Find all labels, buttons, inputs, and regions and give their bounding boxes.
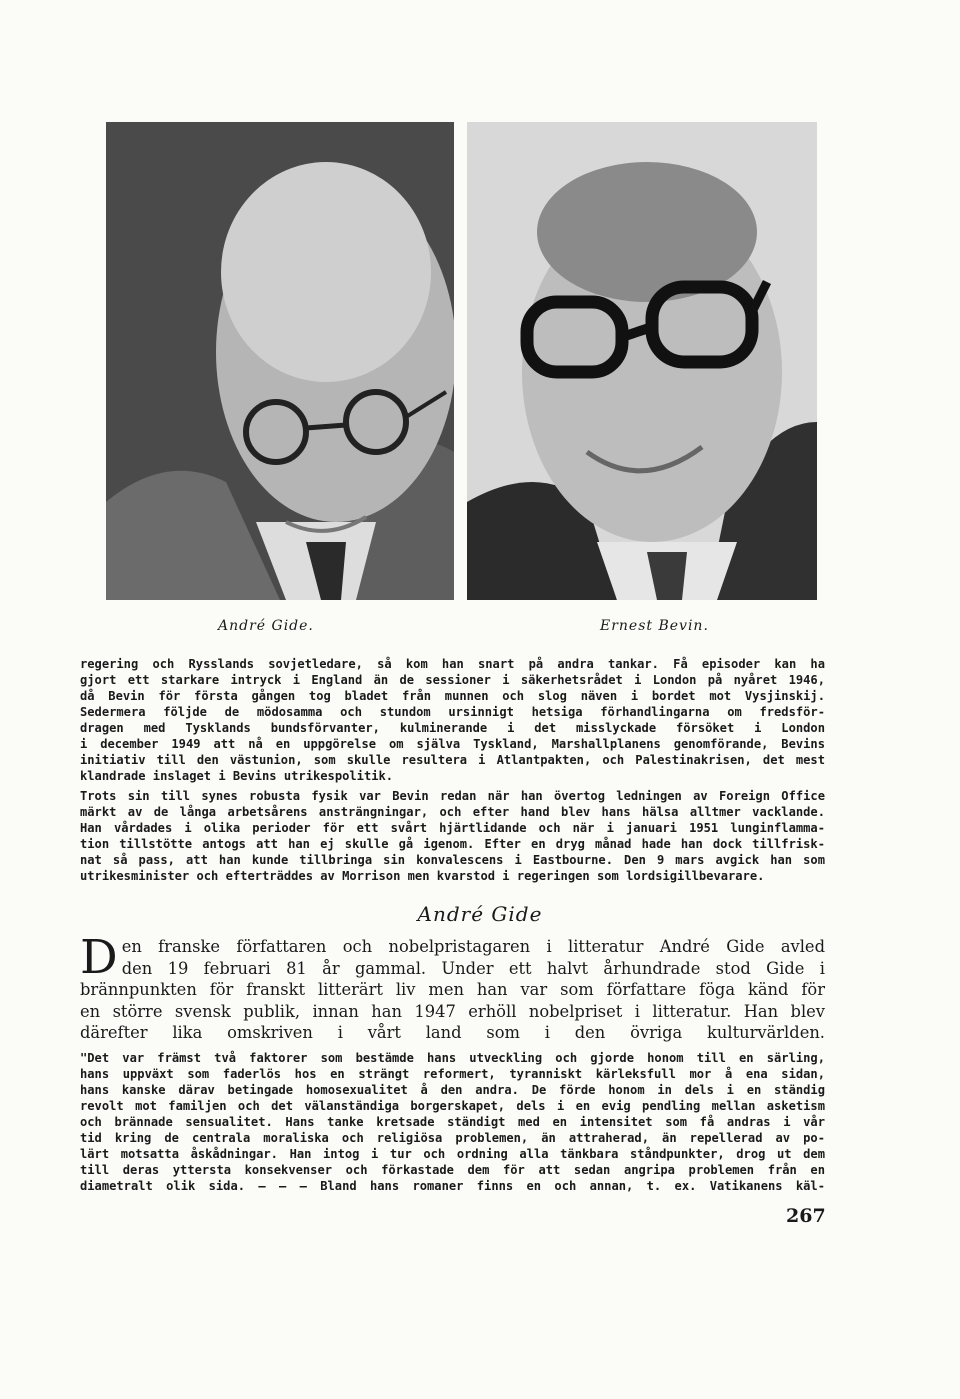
text-line: nat så pass, att han kunde tillbringa sin konvalescens i Eastbourne. Den 9 mars avgick han som [80, 853, 825, 867]
page-number: 267 [786, 1205, 826, 1227]
photo-caption-bevin: Ernest Bevin. [600, 618, 709, 634]
text-line: brännpunkten för franskt litterärt liv men han var som författare föga känd för [80, 980, 825, 999]
text-line: Sedermera följde de mödosamma och stundom ursinnigt hetsiga förhandlingarna om fredsför- [80, 705, 825, 719]
text-line: utrikesminister och efterträddes av Morrison men kvarstod i regeringen som lordsigillbevarare. [80, 869, 765, 883]
lead-paragraph [80, 930, 825, 1044]
paragraph-bevin-career [80, 656, 825, 784]
portrait-bevin-image [467, 122, 817, 600]
portrait-gide-image [106, 122, 454, 600]
text-line: den 19 februari 81 år gammal. Under ett halvt århundrade stod Gide i [121, 958, 825, 978]
photo-andre-gide [106, 122, 454, 600]
text-line: i december 1949 att nå en uppgörelse om själva Tyskland, Marshallplanens genomförande, Bevins [80, 737, 825, 751]
text-line: dragen med Tysklands bundsförvanter, kulminerande i det misslyckade försöket i London [80, 721, 825, 735]
text-line: en större svensk publik, innan han 1947 erhöll nobelpriset i litteratur. Han blev [80, 1001, 825, 1021]
text-line: Trots sin till synes robusta fysik var Bevin redan när han övertog ledningen av Foreign Office [80, 789, 825, 803]
text-line: lärt motsatta åskådningar. Han intog i tur och ordning alla tänkbara ståndpunkter, drog ut dem [80, 1147, 825, 1161]
text-line: Han vårdades i olika perioder för ett svårt hjärtlidande och när i januari 1951 lunginflamma- [80, 821, 825, 835]
text-line: initiativ till den västunion, som skulle resultera i Atlantpakten, och Palestinakrisen, det mest [80, 753, 825, 767]
text-line: klandrade inslaget i Bevins utrikespolitik. [80, 769, 394, 783]
text-line: regering och Rysslands sovjetledare, så kom han snart på andra tankar. Få episoder kan ha [80, 657, 825, 671]
text-line: och brännade sensualitet. Hans tanke kretsade ständigt med en intensitet som få andras i vår [80, 1115, 825, 1129]
text-line: revolt mot familjen och det välanständiga borgerskapet, dels i en evig pendling mellan asketism [80, 1099, 825, 1113]
text-line: till deras yttersta konsekvenser och förkastade dem för att sedan angripa problemen från en [80, 1163, 825, 1177]
text-line: "Det var främst två faktorer som bestämde hans utveckling och gjorde honom till en särling, [80, 1051, 825, 1065]
photo-ernest-bevin [467, 122, 817, 600]
text-line: diametralt olik sida. — — — Bland hans romaner finns en och annan, t. ex. Vatikanens käl- [80, 1179, 825, 1193]
paragraph-bevin-health [80, 788, 825, 884]
paragraph-gide-quote [80, 1050, 825, 1194]
section-title: André Gide [417, 902, 543, 926]
text-line: gjort ett starkare intryck i England än de sessioner i säkerhetsrådet i London på nyåret 1946, [80, 673, 825, 687]
text-line: därefter lika omskriven i vårt land som i den övriga kulturvärlden. [80, 1023, 825, 1042]
text-line: tid kring de centrala moraliska och religiösa problemen, än attraherad, än repellerad av po- [80, 1131, 825, 1145]
text-line: en franske författaren och nobelpristagaren i litteratur André Gide avled [121, 937, 825, 956]
text-line: då Bevin för första gången tog bladet från munnen och slog näven i bordet mot Vysjinskij. [80, 689, 825, 703]
text-line: hans kanske därav betingade homosexualitet å den andra. De förde honom in dels i en ständig [80, 1083, 825, 1097]
drop-cap: D [80, 930, 118, 985]
text-line: märkt av de långa arbetsårens ansträngningar, och efter hand blev hans hälsa alltmer vacklande. [80, 805, 825, 819]
photo-caption-gide: André Gide. [218, 618, 314, 634]
text-line: hans uppväxt som faderlös hos en strängt reformert, tyranniskt kärleksfull mor å ena sidan, [80, 1067, 825, 1081]
text-line: tion tillstötte antogs att han ej skulle gå igenom. Efter en dryg månad hade han dock tillfrisk- [80, 837, 825, 851]
